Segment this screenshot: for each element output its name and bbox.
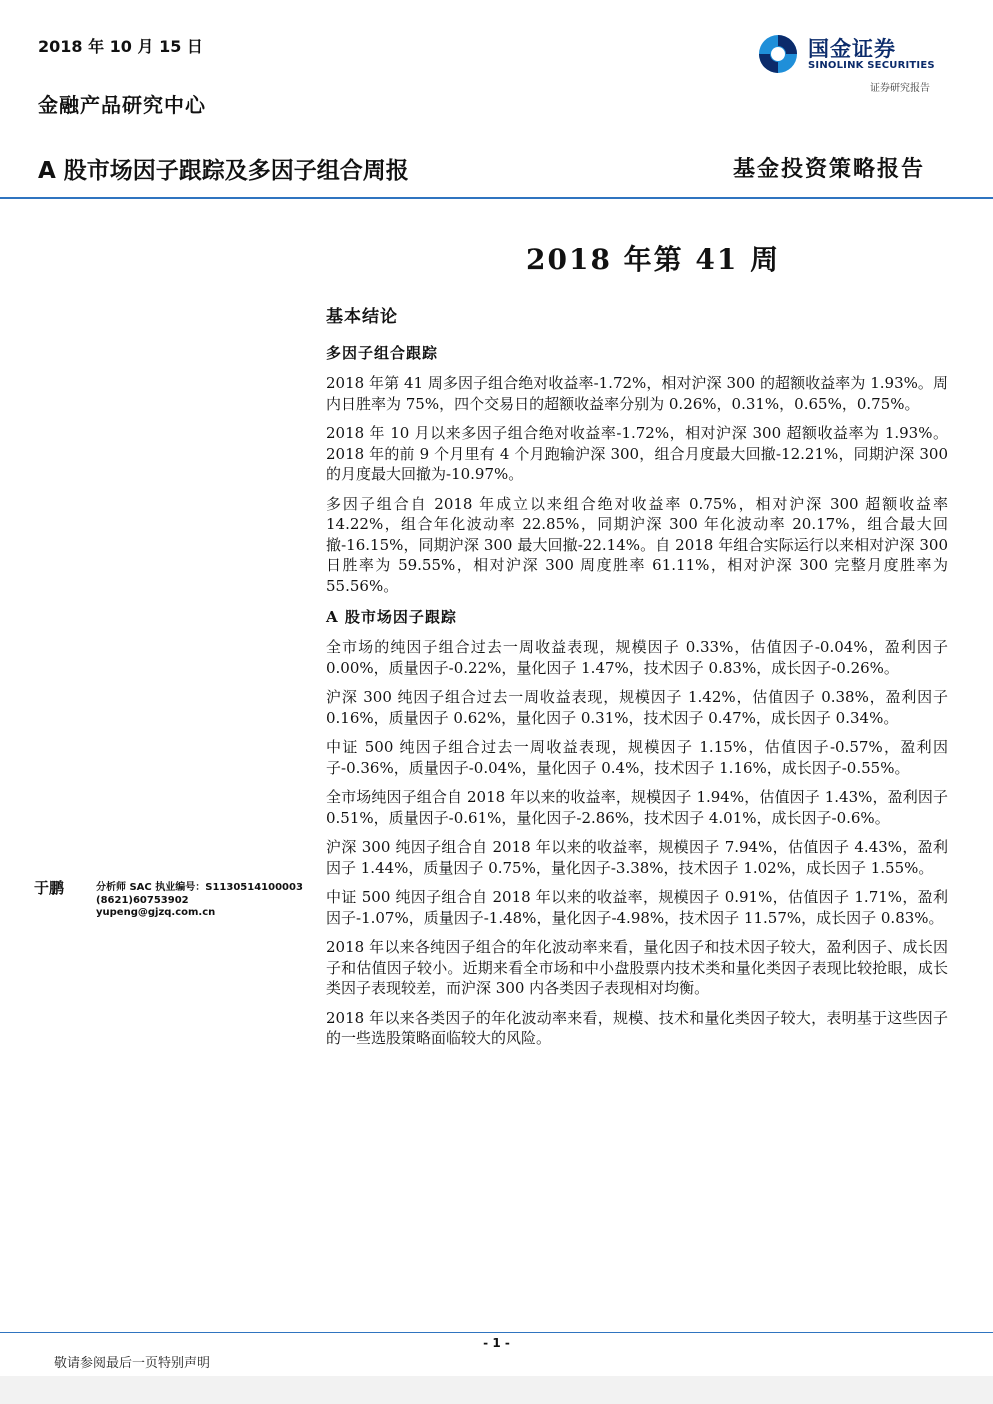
report-type: 基金投资策略报告 <box>733 156 926 182</box>
paragraph: 中证 500 纯因子组合过去一周收益表现，规模因子 1.15%，估值因子-0.57%，盈利因子-0.36%，质量因子-0.04%，量化因子 0.4%，技术因子 1.16%，成长因子-0.55%。 <box>326 738 948 777</box>
analyst-sac-number: 分析师 SAC 执业编号：S1130514100003 <box>96 882 303 893</box>
report-date: 2018 年 10 月 15 日 <box>38 37 203 56</box>
paragraph: 2018 年以来各类因子的年化波动率来看，规模、技术和量化类因子较大，表明基于这些因子的一些选股策略面临较大的风险。 <box>326 1008 948 1047</box>
paragraph: 2018 年 10 月以来多因子组合绝对收益率-1.72%，相对沪深 300 超额收益率为 1.93%。2018 年的前 9 个月里有 4 个月跑输沪深 300，组合月度最大回撤-12.21%，同期沪深 300 的月度最大回撤为-10.97%。 <box>326 424 948 483</box>
header-divider <box>0 197 993 199</box>
logo-name-cn: 国金证券 <box>808 37 896 61</box>
department-name: 金融产品研究中心 <box>38 93 206 117</box>
footer-divider <box>0 1332 993 1333</box>
paragraph: 2018 年第 41 周多因子组合绝对收益率-1.72%，相对沪深 300 的超额收益率为 1.93%。周内日胜率为 75%，四个交易日的超额收益率分别为 0.26%，0.31%，0.65%，0.75%。 <box>326 374 948 413</box>
paragraph: 多因子组合自 2018 年成立以来组合绝对收益率 0.75%，相对沪深 300 超额收益率 14.22%，组合年化波动率 22.85%，同期沪深 300 年化波动率 20.17%，组合最大回撤-16.15%，同期沪深 300 最大回撤-22.14%。自 2018 年组合实际运行以来相对沪深 300 日胜率为 59.55%，相对沪深 300 周度胜率 61.11%，相对沪深 300 完整月度胜率为 55.56%。 <box>326 494 948 595</box>
main-content <box>326 305 948 1058</box>
disclaimer: 敬请参阅最后一页特别声明 <box>54 1356 211 1371</box>
paragraph: 中证 500 纯因子组合自 2018 年以来的收益率，规模因子 0.91%，估值因子 1.71%，盈利因子-1.07%，质量因子-1.48%，量化因子-4.98%，技术因子 11.57%，成长因子 0.83%。 <box>326 888 948 927</box>
subsection-heading-factors: A 股市场因子跟踪 <box>326 608 457 626</box>
analyst-phone: (8621)60753902 <box>96 894 189 906</box>
analyst-name: 于鹏 <box>34 879 65 897</box>
footer-band <box>0 1376 993 1404</box>
analyst-info <box>96 882 303 920</box>
section-heading: 基本结论 <box>326 307 398 327</box>
logo-subtitle: 证券研究报告 <box>870 83 930 94</box>
paragraph: 沪深 300 纯因子组合过去一周收益表现，规模因子 1.42%，估值因子 0.38%，盈利因子 0.16%，质量因子 0.62%，量化因子 0.31%，技术因子 0.47%，成长因子 0.34%。 <box>326 688 948 727</box>
report-title: A 股市场因子跟踪及多因子组合周报 <box>38 158 409 184</box>
logo-name-en: SINOLINK SECURITIES <box>808 60 935 71</box>
paragraph: 全市场纯因子组合自 2018 年以来的收益率，规模因子 1.94%，估值因子 1.43%，盈利因子 0.51%，质量因子-0.61%，量化因子-2.86%，技术因子 4.01%，成长因子-0.6%。 <box>326 788 948 827</box>
paragraph: 全市场的纯因子组合过去一周收益表现，规模因子 0.33%，估值因子-0.04%，盈利因子 0.00%，质量因子-0.22%，量化因子 1.47%，技术因子 0.83%，成长因子-0.26%。 <box>326 638 948 677</box>
analyst-email[interactable]: yupeng@gjzq.com.cn <box>96 907 216 918</box>
paragraph: 沪深 300 纯因子组合自 2018 年以来的收益率，规模因子 7.94%，估值因子 4.43%，盈利因子 1.44%，质量因子 0.75%，量化因子-3.38%，技术因子 1.02%，成长因子 1.55%。 <box>326 838 948 877</box>
page-number: - 1 - <box>483 1336 510 1350</box>
week-title: 2018 年第 41 周 <box>526 243 781 276</box>
subsection-heading-portfolio: 多因子组合跟踪 <box>326 344 439 362</box>
paragraph: 2018 年以来各纯因子组合的年化波动率来看，量化因子和技术因子较大，盈利因子、成长因子和估值因子较小。近期来看全市场和中小盘股票内技术类和量化类因子表现比较抢眼，成长类因子表现较差，而沪深 300 内各类因子表现相对均衡。 <box>326 938 948 997</box>
